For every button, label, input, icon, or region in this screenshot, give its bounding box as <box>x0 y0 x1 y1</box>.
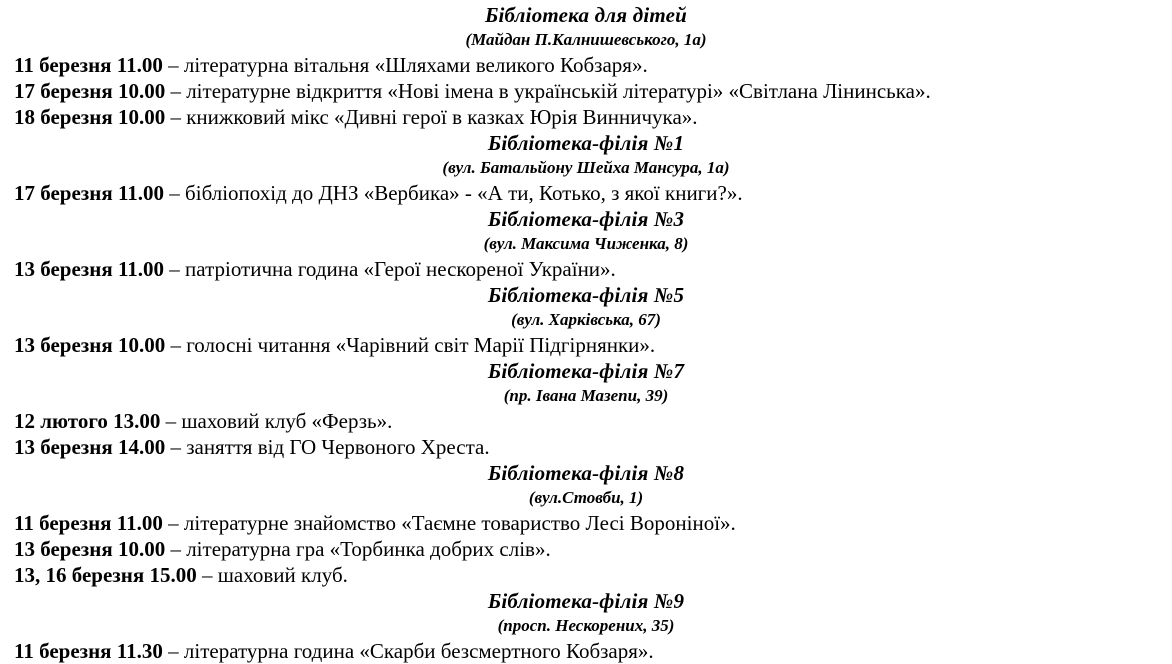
event-date: 17 березня 11.00 <box>14 181 165 205</box>
event-date: 13 березня 10.00 <box>14 537 166 561</box>
section-library-branch-8 <box>14 460 1158 588</box>
section-library-for-children <box>14 2 1158 130</box>
section-library-branch-5 <box>14 282 1158 358</box>
event-text: – патріотична година «Герої нескореної України». <box>164 257 616 281</box>
event-text: – шаховий клуб. <box>196 563 348 587</box>
event-entry <box>14 52 1158 78</box>
section-title: Бібліотека-філія №8 <box>487 461 685 485</box>
section-address: (пр. Івана Мазепи, 39) <box>503 386 669 405</box>
section-library-branch-9 <box>14 588 1158 664</box>
event-text: – літературна вітальня «Шляхами великого Кобзаря». <box>162 53 648 77</box>
event-text: – літературне знайомство «Таємне товариство Лесі Вороніної». <box>162 511 736 535</box>
section-address: (вул. Батальйону Шейха Мансура, 1а) <box>442 158 730 177</box>
event-date: 17 березня 10.00 <box>14 79 166 103</box>
section-title: Бібліотека-філія №9 <box>487 589 685 613</box>
event-entry <box>14 536 1158 562</box>
event-date: 18 березня 10.00 <box>14 105 166 129</box>
event-text: – шаховий клуб «Ферзь». <box>160 409 393 433</box>
event-entry <box>14 78 1158 104</box>
event-date: 11 березня 11.00 <box>14 511 163 535</box>
section-title: Бібліотека-філія №3 <box>487 207 685 231</box>
section-title: Бібліотека для дітей <box>484 3 688 27</box>
event-entry <box>14 434 1158 460</box>
section-address: (вул. Максима Чиженка, 8) <box>483 234 689 253</box>
event-text: – голосні читання «Чарівний світ Марії Підгірнянки». <box>165 333 656 357</box>
section-library-branch-3 <box>14 206 1158 282</box>
event-entry <box>14 562 1158 588</box>
section-address: (просп. Нескорених, 35) <box>497 616 675 635</box>
event-text: – літературне відкриття «Нові імена в українській літературі» «Світлана Лінинська». <box>165 79 931 103</box>
event-date: 11 березня 11.30 <box>14 639 163 663</box>
section-address: (вул.Стовби, 1) <box>528 488 644 507</box>
section-library-branch-7 <box>14 358 1158 460</box>
event-text: – книжковий мікс «Дивні герої в казках Юрія Винничука». <box>165 105 698 129</box>
event-entry <box>14 332 1158 358</box>
event-entry <box>14 104 1158 130</box>
event-date: 12 лютого 13.00 <box>14 409 161 433</box>
event-text: – літературна година «Скарби безсмертного Кобзаря». <box>162 639 654 663</box>
event-date: 13 березня 10.00 <box>14 333 166 357</box>
section-library-branch-1 <box>14 130 1158 206</box>
event-entry <box>14 180 1158 206</box>
event-date: 13 березня 11.00 <box>14 257 165 281</box>
section-title: Бібліотека-філія №5 <box>487 283 685 307</box>
event-text: – заняття від ГО Червоного Хреста. <box>165 435 490 459</box>
event-text: – літературна гра «Торбинка добрих слів». <box>165 537 551 561</box>
event-date: 13, 16 березня 15.00 <box>14 563 197 587</box>
event-text: – бібліопохід до ДНЗ «Вербика» - «А ти, Котько, з якої книги?». <box>164 181 743 205</box>
event-date: 11 березня 11.00 <box>14 53 163 77</box>
event-entry <box>14 510 1158 536</box>
section-address: (вул. Харківська, 67) <box>511 310 661 329</box>
section-title: Бібліотека-філія №1 <box>487 131 685 155</box>
event-entry <box>14 256 1158 282</box>
section-title: Бібліотека-філія №7 <box>487 359 685 383</box>
event-date: 13 березня 14.00 <box>14 435 166 459</box>
section-address: (Майдан П.Калнишевського, 1а) <box>465 30 707 49</box>
event-entry <box>14 408 1158 434</box>
event-entry <box>14 638 1158 664</box>
